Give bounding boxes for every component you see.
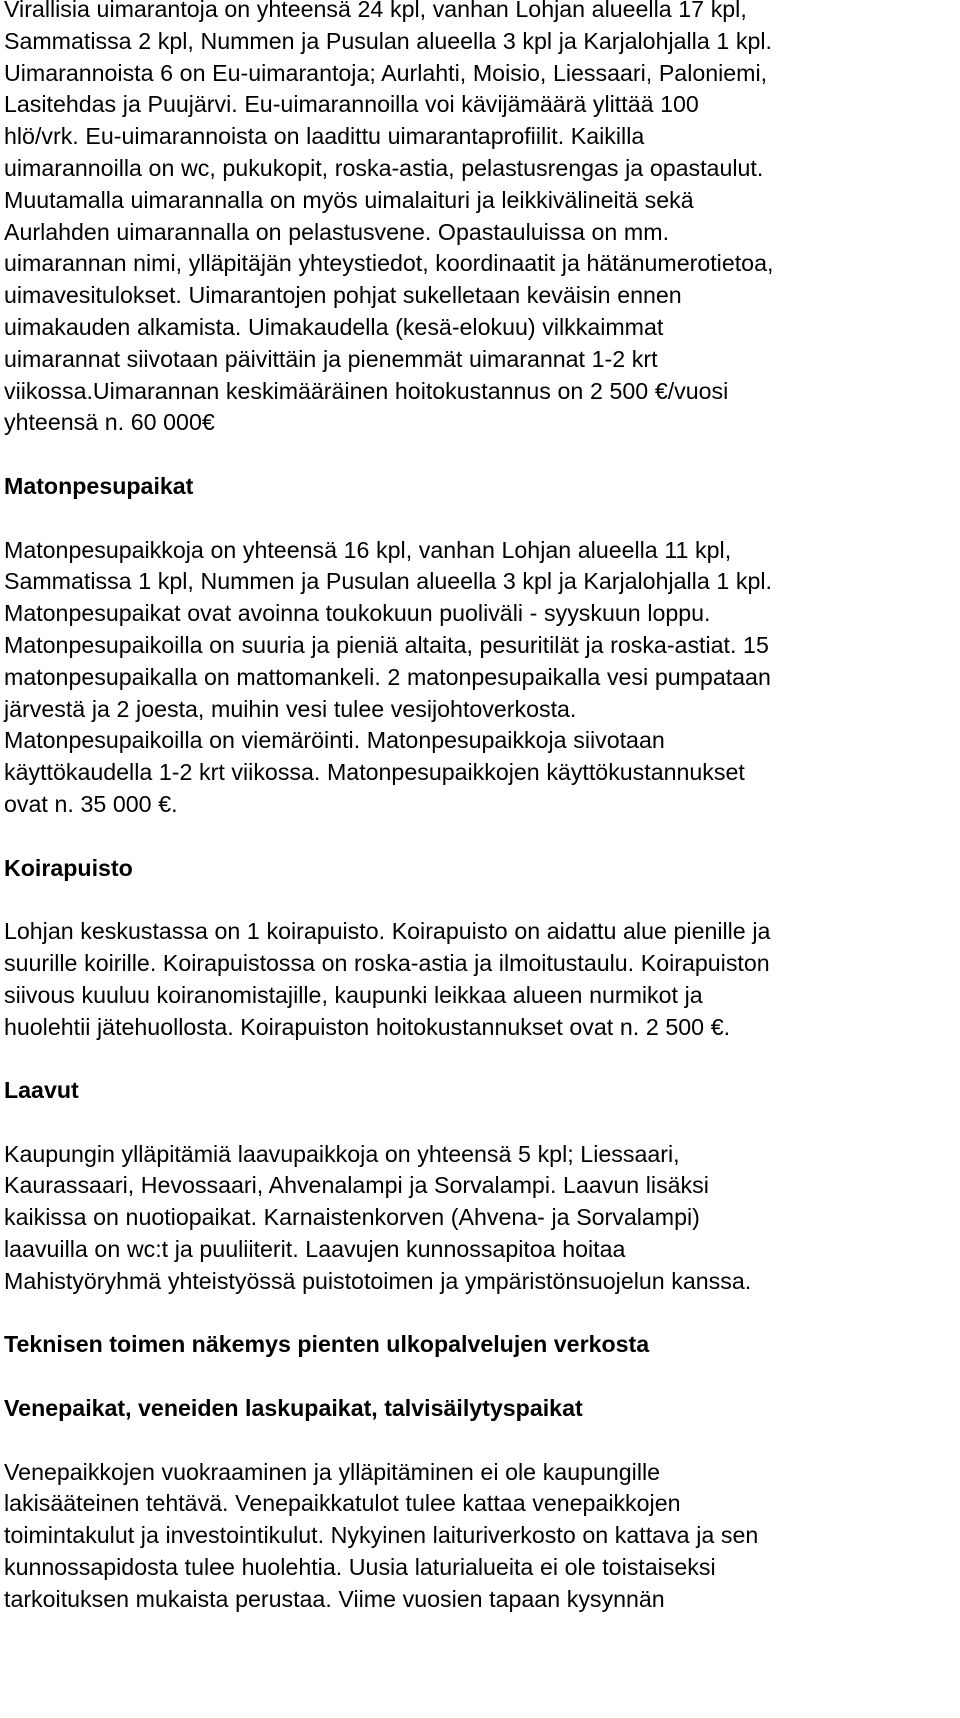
spacer — [4, 821, 956, 853]
venepaikat-heading: Venepaikat, veneiden laskupaikat, talvisäilytyspaikat — [4, 1395, 583, 1422]
matonpesupaikat-heading: Matonpesupaikat — [4, 472, 194, 499]
section-koirapuisto — [4, 853, 956, 1044]
spacer — [4, 439, 956, 471]
spacer — [4, 1298, 956, 1330]
section-laavut — [4, 1075, 956, 1298]
uimarannat-paragraph: Virallisia uimarantoja on yhteensä 24 kpl, vanhan Lohjan alueella 17 kpl, Sammatissa 2 kpl, Nummen ja Pusulan alueella 3 kpl ja Karjalohjalla 1 kpl. Uimarannoista 6 on Eu-uimarantoja; Aurlahti, Moisio, Liessaari, Paloniemi, Lasitehdas ja Puujärvi. Eu-uimarannoilla voi kävijämäärä ylittää 100 hlö/vrk. Eu-uimarannoista on laadittu uimarantaprofiilit. Kaikilla uimarannoilla on wc, pukukopit, roska-astia, pelastusrengas ja opastaulut. Muutamalla uimarannalla on myös uimalaituri ja leikkivälineitä sekä Aurlahden uimarannalla on pelastusvene. Opastauluissa on mm. uimarannan nimi, ylläpitäjän yhteystiedot, koordinaatit ja hätänumerotietoa, uimavesitulokset. Uimarantojen pohjat sukelletaan keväisin ennen uimakauden alkamista. Uimakaudella (kesä-elokuu) vilkkaimmat uimarannat siivotaan päivittäin ja pienemmät uimarannat 1-2 krt viikossa.Uimarannan keskimääräinen hoitokustannus on 2 500 €/vuosi yhteensä n. 60 000€ — [4, 0, 774, 436]
koirapuisto-heading: Koirapuisto — [4, 854, 133, 881]
spacer — [4, 1425, 956, 1457]
tekninen-heading: Teknisen toimen näkemys pienten ulkopalvelujen verkosta — [4, 1331, 650, 1358]
section-tekninen — [4, 1329, 956, 1361]
spacer — [4, 1361, 956, 1393]
koirapuisto-paragraph: Lohjan keskustassa on 1 koirapuisto. Koirapuisto on aidattu alue pienille ja suurille koirille. Koirapuistossa on roska-astia ja ilmoitustaulu. Koirapuiston siivous kuuluu koiranomistajille, kaupunki leikkaa alueen nurmikot ja huolehtii jätehuollosta. Koirapuiston hoitokustannukset ovat n. 2 500 €. — [4, 918, 771, 1040]
spacer — [4, 1043, 956, 1075]
matonpesupaikat-paragraph: Matonpesupaikkoja on yhteensä 16 kpl, vanhan Lohjan alueella 11 kpl, Sammatissa 1 kpl, Nummen ja Pusulan alueella 3 kpl ja Karjalohjalla 1 kpl. Matonpesupaikat ovat avoinna toukokuun puoliväli - syyskuun loppu. Matonpesupaikoilla on suuria ja pieniä altaita, pesuritilät ja roska-astiat. 15 matonpesupaikalla on mattomankeli. 2 matonpesupaikalla vesi pumpataan järvestä ja 2 joesta, muihin vesi tulee vesijohtoverkosta. Matonpesupaikoilla on viemäröinti. Matonpesupaikkoja siivotaan käyttökaudella 1-2 krt viikossa. Matonpesupaikkojen käyttökustannukset ovat n. 35 000 €. — [4, 536, 772, 817]
spacer — [4, 503, 956, 535]
laavut-paragraph: Kaupungin ylläpitämiä laavupaikkoja on yhteensä 5 kpl; Liessaari, Kaurassaari, Hevossaari, Ahvenalampi ja Sorvalampi. Laavun lisäksi kaikissa on nuotiopaikat. Karnaistenkorven (Ahvena- ja Sorvalampi) laavuilla on wc:t ja puuliiterit. Laavujen kunnossapitoa hoitaa Mahistyöryhmä yhteistyössä puistotoimen ja ympäristönsuojelun kanssa. — [4, 1140, 752, 1294]
spacer — [4, 1107, 956, 1139]
venepaikat-paragraph: Venepaikkojen vuokraaminen ja ylläpitäminen ei ole kaupungille lakisääteinen tehtävä. Venepaikkatulot tulee kattaa venepaikkojen toimintakulut ja investointikulut. Nykyinen laituriverkosto on kattava ja sen kunnossapidosta tulee huolehtia. Uusia laturialueita ei ole toistaiseksi tarkoituksen mukaista perustaa. Viime vuosien tapaan kysynnän — [4, 1458, 759, 1612]
laavut-heading: Laavut — [4, 1077, 79, 1104]
section-uimarannat — [4, 0, 956, 439]
section-venepaikat — [4, 1393, 956, 1616]
section-matonpesupaikat — [4, 471, 956, 821]
spacer — [4, 884, 956, 916]
